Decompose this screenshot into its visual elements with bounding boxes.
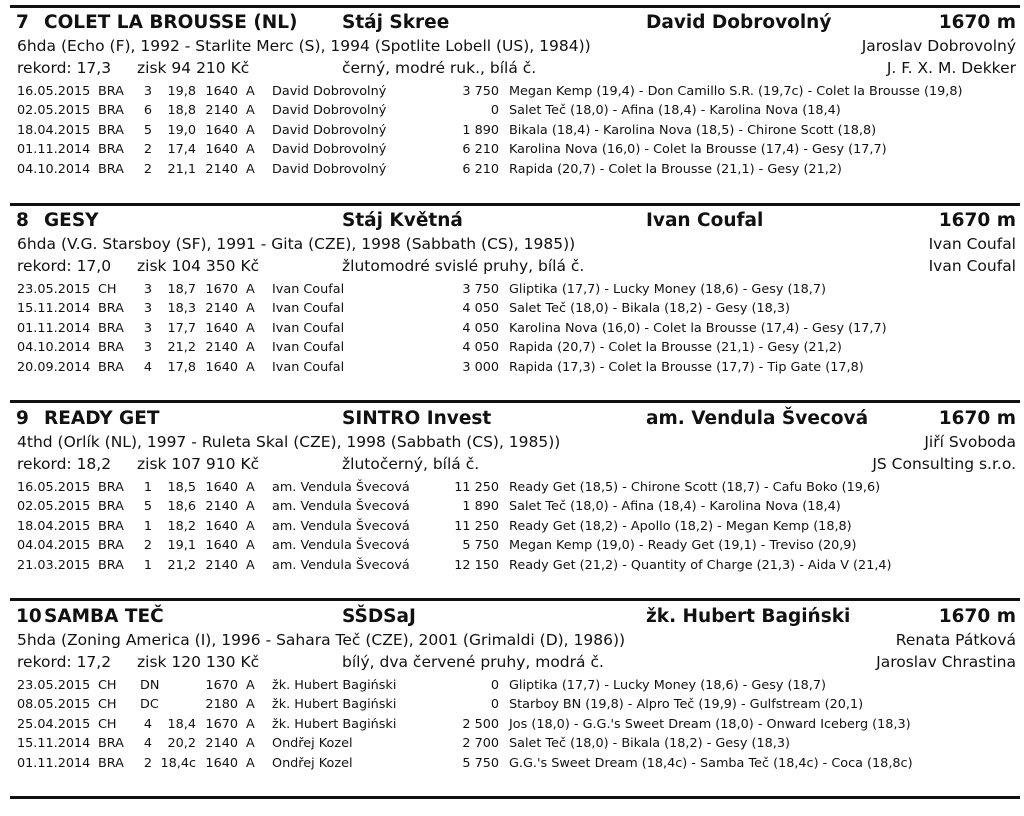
horse-entry xyxy=(0,8,1024,208)
race-category: A xyxy=(246,103,255,119)
record: rekord: 17,0 xyxy=(17,257,112,275)
race-track: BRA xyxy=(98,161,124,177)
race-result: Karolina Nova (16,0) - Colet la Brousse (17,4) - Gesy (17,7) xyxy=(509,320,887,336)
race-distance: 1670 m xyxy=(938,606,1016,627)
race-distance-m: 2140 xyxy=(205,736,238,752)
race-row xyxy=(0,160,1024,179)
race-track: BRA xyxy=(98,518,124,534)
race-distance-m: 2140 xyxy=(205,557,238,573)
race-driver: Ivan Coufal xyxy=(272,301,345,317)
race-date: 02.05.2015 xyxy=(17,499,91,515)
race-history xyxy=(0,478,1024,575)
race-date: 16.05.2015 xyxy=(17,84,91,99)
earnings: zisk 107 910 Kč xyxy=(137,455,260,473)
pedigree: 4thd (Orlík (NL), 1997 - Ruleta Skal (CZE), 1998 (Sabbath (CS), 1985)) xyxy=(17,433,561,451)
race-distance-m: 1640 xyxy=(205,122,238,138)
race-distance-m: 2180 xyxy=(205,697,238,713)
race-time: 21,2 xyxy=(167,340,196,356)
race-driver: am. Vendula Švecová xyxy=(272,538,410,554)
race-prize: 3 000 xyxy=(462,359,499,375)
race-track: BRA xyxy=(98,499,124,515)
race-distance: 1670 m xyxy=(938,210,1016,231)
race-date: 23.05.2015 xyxy=(17,282,91,297)
racing-colors: žlutomodré svislé pruhy, bílá č. xyxy=(342,257,585,275)
start-number: 10 xyxy=(16,606,42,627)
race-time: 18,3 xyxy=(167,301,196,317)
race-category: A xyxy=(246,359,255,375)
race-track: BRA xyxy=(98,340,124,356)
start-number: 7 xyxy=(16,12,29,33)
race-row xyxy=(0,556,1024,575)
race-history xyxy=(0,280,1024,377)
race-position: 3 xyxy=(143,84,152,99)
race-position: 5 xyxy=(143,499,152,515)
race-category: A xyxy=(246,499,255,515)
race-position: 3 xyxy=(143,282,152,297)
driver-name: David Dobrovolný xyxy=(646,12,832,33)
race-position: 4 xyxy=(143,716,152,732)
race-position: 2 xyxy=(143,161,152,177)
race-result: Salet Teč (18,0) - Afina (18,4) - Karolina Nova (18,4) xyxy=(509,103,841,119)
race-time: 18,4c xyxy=(160,755,196,771)
race-row xyxy=(0,676,1024,695)
race-result: Gliptika (17,7) - Lucky Money (18,6) - Gesy (18,7) xyxy=(509,678,826,693)
race-result: Rapida (17,3) - Colet la Brousse (17,7) - Tip Gate (17,8) xyxy=(509,359,864,375)
race-category: A xyxy=(246,84,255,99)
race-driver: David Dobrovolný xyxy=(272,122,387,138)
race-prize: 6 210 xyxy=(462,161,499,177)
race-position: 3 xyxy=(143,301,152,317)
race-prize: 2 700 xyxy=(462,736,499,752)
race-date: 02.05.2015 xyxy=(17,103,91,119)
race-prize: 4 050 xyxy=(462,320,499,336)
race-category: A xyxy=(246,697,255,713)
race-result: Ready Get (21,2) - Quantity of Charge (21,3) - Aida V (21,4) xyxy=(509,557,892,573)
race-driver: David Dobrovolný xyxy=(272,103,387,119)
race-prize: 0 xyxy=(490,678,499,693)
race-result: Bikala (18,4) - Karolina Nova (18,5) - Chirone Scott (18,8) xyxy=(509,122,877,138)
horse-name: COLET LA BROUSSE (NL) xyxy=(44,12,298,33)
race-time: 21,2 xyxy=(167,557,196,573)
race-time: 20,2 xyxy=(167,736,196,752)
race-row xyxy=(0,299,1024,318)
race-driver: am. Vendula Švecová xyxy=(272,499,410,515)
horse-entry xyxy=(0,602,1024,802)
race-driver: am. Vendula Švecová xyxy=(272,557,410,573)
race-track: CH xyxy=(98,716,117,732)
race-result: Megan Kemp (19,4) - Don Camillo S.R. (19,7c) - Colet la Brousse (19,8) xyxy=(509,84,963,99)
race-row xyxy=(0,536,1024,555)
race-row xyxy=(0,715,1024,734)
race-driver: žk. Hubert Bagiński xyxy=(272,716,397,732)
race-track: BRA xyxy=(98,103,124,119)
race-category: A xyxy=(246,755,255,771)
trainer: Ivan Coufal xyxy=(928,235,1016,253)
race-date: 18.04.2015 xyxy=(17,518,91,534)
record: rekord: 17,2 xyxy=(17,653,112,671)
race-track: BRA xyxy=(98,84,124,99)
race-date: 04.04.2015 xyxy=(17,538,91,554)
race-track: BRA xyxy=(98,301,124,317)
race-distance: 1670 m xyxy=(938,408,1016,429)
race-track: BRA xyxy=(98,320,124,336)
race-category: A xyxy=(246,301,255,317)
race-prize: 6 210 xyxy=(462,142,499,158)
stable-name: SINTRO Invest xyxy=(342,408,492,429)
race-distance-m: 1640 xyxy=(205,84,238,99)
owner: J. F. X. M. Dekker xyxy=(886,59,1016,77)
racing-colors: žlutočerný, bílá č. xyxy=(342,455,480,473)
race-distance-m: 1640 xyxy=(205,518,238,534)
race-position: 1 xyxy=(143,480,152,495)
race-row xyxy=(0,358,1024,377)
race-row xyxy=(0,140,1024,159)
race-category: A xyxy=(246,142,255,158)
race-distance: 1670 m xyxy=(938,12,1016,33)
trainer: Jiří Svoboda xyxy=(924,433,1016,451)
driver-name: Ivan Coufal xyxy=(646,210,764,231)
race-date: 16.05.2015 xyxy=(17,480,91,495)
race-position: 6 xyxy=(143,103,152,119)
race-track: BRA xyxy=(98,538,124,554)
race-distance-m: 1670 xyxy=(205,716,238,732)
race-driver: Ondřej Kozel xyxy=(272,755,353,771)
racing-colors: černý, modré ruk., bílá č. xyxy=(342,59,537,77)
race-result: G.G.'s Sweet Dream (18,4c) - Samba Teč (18,4c) - Coca (18,8c) xyxy=(509,755,913,771)
race-track: CH xyxy=(98,697,117,713)
horse-entry xyxy=(0,404,1024,604)
race-distance-m: 2140 xyxy=(205,161,238,177)
race-distance-m: 1640 xyxy=(205,320,238,336)
race-date: 01.11.2014 xyxy=(17,142,91,158)
race-track: BRA xyxy=(98,142,124,158)
race-prize: 3 750 xyxy=(462,282,499,297)
race-category: A xyxy=(246,161,255,177)
race-position: 2 xyxy=(143,755,152,771)
race-date: 21.03.2015 xyxy=(17,557,91,573)
race-date: 01.11.2014 xyxy=(17,755,91,771)
race-category: A xyxy=(246,736,255,752)
race-driver: am. Vendula Švecová xyxy=(272,480,410,495)
race-row xyxy=(0,517,1024,536)
race-distance-m: 1640 xyxy=(205,480,238,495)
race-driver: David Dobrovolný xyxy=(272,161,387,177)
earnings: zisk 104 350 Kč xyxy=(137,257,260,275)
race-result: Starboy BN (19,8) - Alpro Teč (19,9) - Gulfstream (20,1) xyxy=(509,697,864,713)
race-distance-m: 2140 xyxy=(205,301,238,317)
pedigree: 5hda (Zoning America (I), 1996 - Sahara Teč (CZE), 2001 (Grimaldi (D), 1986)) xyxy=(17,631,626,649)
race-track: BRA xyxy=(98,755,124,771)
race-track: CH xyxy=(98,282,117,297)
stable-name: SŠDSaJ xyxy=(342,606,416,627)
race-distance-m: 2140 xyxy=(205,340,238,356)
race-history xyxy=(0,676,1024,773)
race-time: 18,4 xyxy=(167,716,196,732)
race-prize: 1 890 xyxy=(462,122,499,138)
race-time: 19,8 xyxy=(167,84,196,99)
race-distance-m: 1640 xyxy=(205,142,238,158)
race-result: Ready Get (18,5) - Chirone Scott (18,7) - Cafu Boko (19,6) xyxy=(509,480,881,495)
race-date: 08.05.2015 xyxy=(17,697,91,713)
race-result: Rapida (20,7) - Colet la Brousse (21,1) - Gesy (21,2) xyxy=(509,161,842,177)
driver-name: žk. Hubert Bagiński xyxy=(646,606,851,627)
race-position: DN xyxy=(140,678,160,693)
race-driver: David Dobrovolný xyxy=(272,142,387,158)
race-history xyxy=(0,82,1024,179)
trainer: Jaroslav Dobrovolný xyxy=(861,37,1016,55)
race-distance-m: 2140 xyxy=(205,103,238,119)
race-prize: 11 250 xyxy=(454,480,499,495)
race-time: 17,8 xyxy=(167,359,196,375)
race-driver: Ivan Coufal xyxy=(272,359,345,375)
earnings: zisk 94 210 Kč xyxy=(137,59,250,77)
race-position: 4 xyxy=(143,359,152,375)
race-row xyxy=(0,478,1024,497)
race-time: 18,5 xyxy=(167,480,196,495)
trainer: Renata Pátková xyxy=(895,631,1016,649)
race-driver: žk. Hubert Bagiński xyxy=(272,678,397,693)
race-row xyxy=(0,82,1024,101)
race-prize: 3 750 xyxy=(462,84,499,99)
race-track: BRA xyxy=(98,122,124,138)
race-date: 04.10.2014 xyxy=(17,340,91,356)
race-prize: 0 xyxy=(490,103,499,119)
race-date: 04.10.2014 xyxy=(17,161,91,177)
race-driver: Ivan Coufal xyxy=(272,320,345,336)
race-track: BRA xyxy=(98,480,124,495)
race-track: CH xyxy=(98,678,117,693)
race-result: Megan Kemp (19,0) - Ready Get (19,1) - Treviso (20,9) xyxy=(509,538,857,554)
race-track: BRA xyxy=(98,557,124,573)
race-category: A xyxy=(246,716,255,732)
race-result: Rapida (20,7) - Colet la Brousse (21,1) - Gesy (21,2) xyxy=(509,340,842,356)
race-date: 20.09.2014 xyxy=(17,359,91,375)
race-time: 21,1 xyxy=(167,161,196,177)
race-position: DC xyxy=(140,697,159,713)
race-result: Salet Teč (18,0) - Afina (18,4) - Karolina Nova (18,4) xyxy=(509,499,841,515)
race-position: 3 xyxy=(143,320,152,336)
earnings: zisk 120 130 Kč xyxy=(137,653,260,671)
race-row xyxy=(0,280,1024,299)
race-category: A xyxy=(246,557,255,573)
race-driver: Ivan Coufal xyxy=(272,340,345,356)
race-position: 5 xyxy=(143,122,152,138)
owner: JS Consulting s.r.o. xyxy=(872,455,1016,473)
race-prize: 2 500 xyxy=(462,716,499,732)
race-category: A xyxy=(246,538,255,554)
race-prize: 11 250 xyxy=(454,518,499,534)
race-position: 3 xyxy=(143,340,152,356)
race-track: BRA xyxy=(98,736,124,752)
start-number: 9 xyxy=(16,408,29,429)
race-distance-m: 1640 xyxy=(205,755,238,771)
stable-name: Stáj Skree xyxy=(342,12,450,33)
race-driver: David Dobrovolný xyxy=(272,84,387,99)
race-category: A xyxy=(246,122,255,138)
race-result: Salet Teč (18,0) - Bikala (18,2) - Gesy (18,3) xyxy=(509,736,790,752)
race-row xyxy=(0,121,1024,140)
owner: Jaroslav Chrastina xyxy=(876,653,1016,671)
pedigree: 6hda (Echo (F), 1992 - Starlite Merc (S), 1994 (Spotlite Lobell (US), 1984)) xyxy=(17,37,591,55)
race-row xyxy=(0,101,1024,120)
race-date: 23.05.2015 xyxy=(17,678,91,693)
race-date: 15.11.2014 xyxy=(17,301,91,317)
driver-name: am. Vendula Švecová xyxy=(646,408,869,429)
race-row xyxy=(0,754,1024,773)
race-category: A xyxy=(246,480,255,495)
race-result: Karolina Nova (16,0) - Colet la Brousse (17,4) - Gesy (17,7) xyxy=(509,142,887,158)
race-date: 15.11.2014 xyxy=(17,736,91,752)
race-date: 18.04.2015 xyxy=(17,122,91,138)
race-category: A xyxy=(246,340,255,356)
race-result: Jos (18,0) - G.G.'s Sweet Dream (18,0) - Onward Iceberg (18,3) xyxy=(509,716,911,732)
race-category: A xyxy=(246,678,255,693)
race-row xyxy=(0,497,1024,516)
race-distance-m: 1670 xyxy=(205,282,238,297)
race-position: 4 xyxy=(143,736,152,752)
race-position: 2 xyxy=(143,142,152,158)
race-distance-m: 1640 xyxy=(205,538,238,554)
race-prize: 5 750 xyxy=(462,755,499,771)
race-result: Salet Teč (18,0) - Bikala (18,2) - Gesy (18,3) xyxy=(509,301,790,317)
horse-entry xyxy=(0,206,1024,406)
race-distance-m: 2140 xyxy=(205,499,238,515)
race-time: 18,7 xyxy=(167,282,196,297)
race-time: 18,8 xyxy=(167,103,196,119)
race-time: 18,6 xyxy=(167,499,196,515)
horse-name: GESY xyxy=(44,210,99,231)
race-driver: žk. Hubert Bagiński xyxy=(272,697,397,713)
record: rekord: 18,2 xyxy=(17,455,112,473)
owner: Ivan Coufal xyxy=(928,257,1016,275)
race-prize: 5 750 xyxy=(462,538,499,554)
start-number: 8 xyxy=(16,210,29,231)
race-prize: 4 050 xyxy=(462,340,499,356)
race-prize: 12 150 xyxy=(454,557,499,573)
stable-name: Stáj Květná xyxy=(342,210,463,231)
race-time: 18,2 xyxy=(167,518,196,534)
race-date: 25.04.2015 xyxy=(17,716,91,732)
pedigree: 6hda (V.G. Starsboy (SF), 1991 - Gita (CZE), 1998 (Sabbath (CS), 1985)) xyxy=(17,235,576,253)
race-position: 1 xyxy=(143,518,152,534)
horse-name: READY GET xyxy=(44,408,160,429)
race-category: A xyxy=(246,282,255,297)
race-driver: am. Vendula Švecová xyxy=(272,518,410,534)
race-time: 17,4 xyxy=(167,142,196,158)
race-result: Gliptika (17,7) - Lucky Money (18,6) - Gesy (18,7) xyxy=(509,282,826,297)
race-driver: Ondřej Kozel xyxy=(272,736,353,752)
race-row xyxy=(0,338,1024,357)
race-track: BRA xyxy=(98,359,124,375)
race-category: A xyxy=(246,320,255,336)
race-time: 17,7 xyxy=(167,320,196,336)
record: rekord: 17,3 xyxy=(17,59,112,77)
racing-colors: bílý, dva červené pruhy, modrá č. xyxy=(342,653,604,671)
race-driver: Ivan Coufal xyxy=(272,282,345,297)
race-result: Ready Get (18,2) - Apollo (18,2) - Megan Kemp (18,8) xyxy=(509,518,852,534)
race-time: 19,0 xyxy=(167,122,196,138)
race-row xyxy=(0,734,1024,753)
race-position: 1 xyxy=(143,557,152,573)
race-category: A xyxy=(246,518,255,534)
race-prize: 4 050 xyxy=(462,301,499,317)
race-row xyxy=(0,695,1024,714)
race-row xyxy=(0,319,1024,338)
race-prize: 1 890 xyxy=(462,499,499,515)
race-distance-m: 1670 xyxy=(205,678,238,693)
race-distance-m: 1640 xyxy=(205,359,238,375)
horse-name: SAMBA TEČ xyxy=(44,606,164,627)
race-time: 19,1 xyxy=(167,538,196,554)
race-position: 2 xyxy=(143,538,152,554)
race-date: 01.11.2014 xyxy=(17,320,91,336)
race-prize: 0 xyxy=(490,697,499,713)
